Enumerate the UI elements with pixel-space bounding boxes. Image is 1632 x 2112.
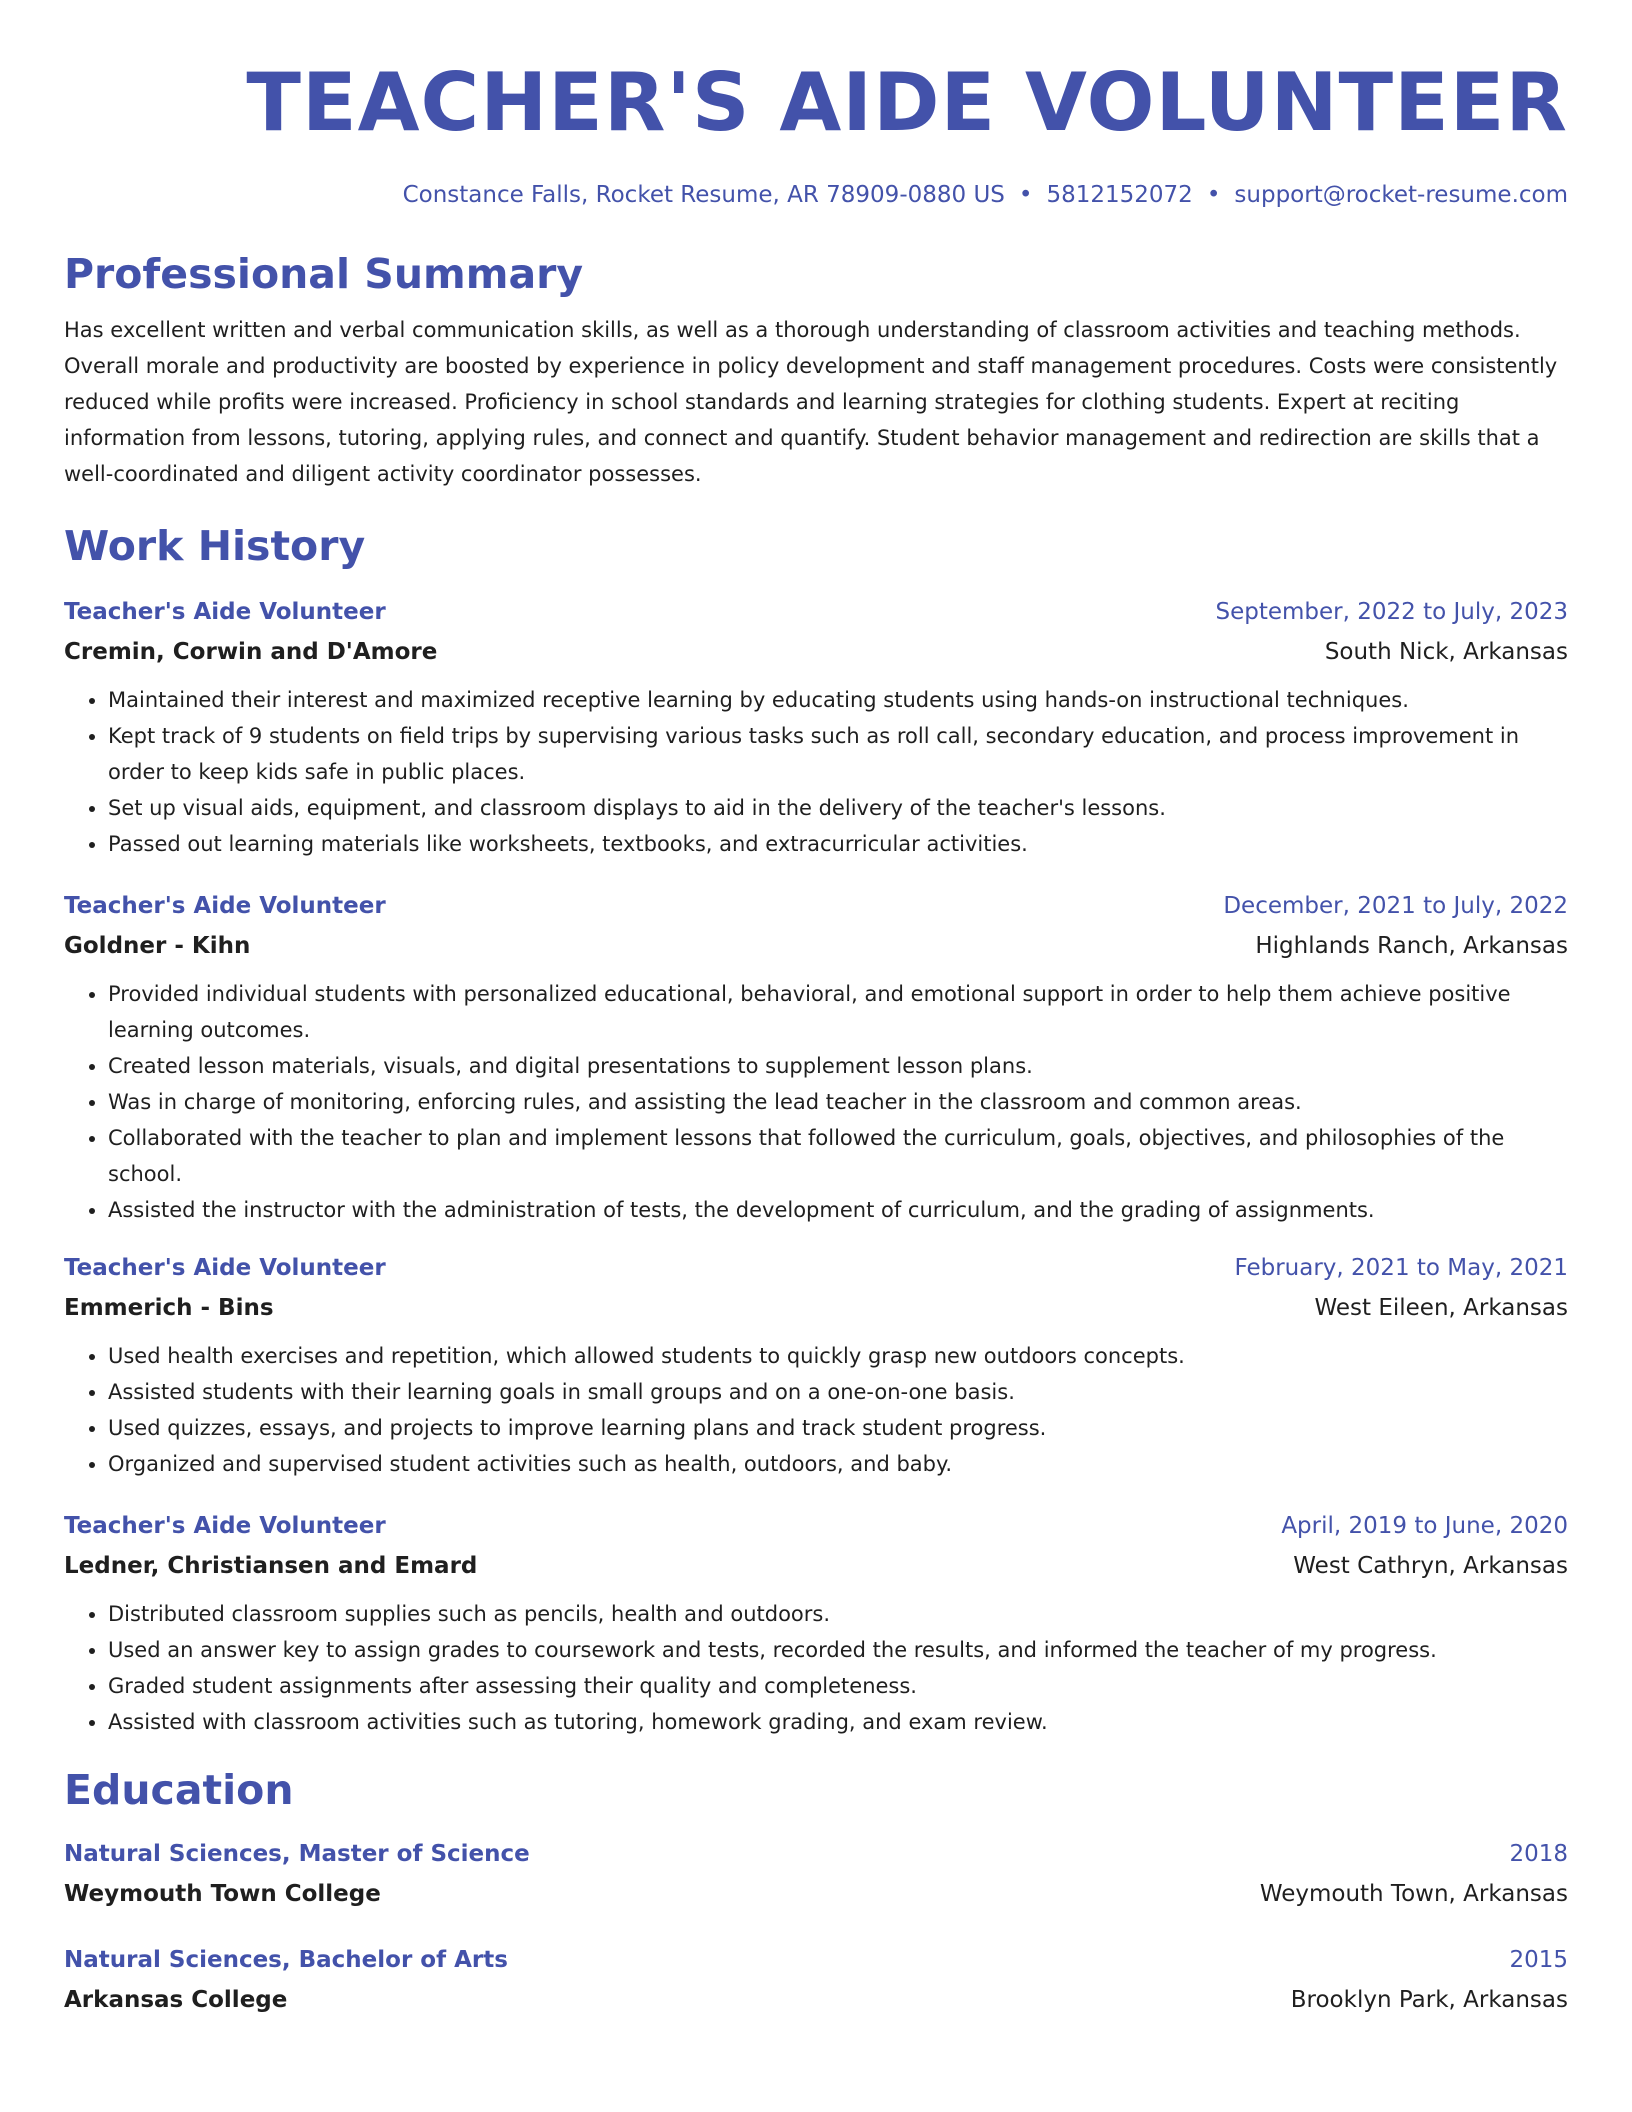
job-dates: December, 2021 to July, 2022 (1223, 893, 1568, 919)
job-bullets (64, 682, 1568, 862)
job-bullet: • Assisted students with their learning goals in small groups and on a one-on-one basis. (108, 1374, 1568, 1410)
job-dates: February, 2021 to May, 2021 (1234, 1255, 1568, 1281)
job-employer: Goldner - Kihn (64, 933, 251, 959)
education-degree: Natural Sciences, Bachelor of Arts (64, 1947, 508, 1973)
job-bullet: • Maintained their interest and maximized receptive learning by educating students using hands-on instructional techniques. (108, 682, 1568, 718)
contact-phone: 5812152072 (1046, 182, 1193, 208)
job-bullet: • Distributed classroom supplies such as pencils, health and outdoors. (108, 1596, 1568, 1632)
education-degree: Natural Sciences, Master of Science (64, 1841, 530, 1867)
education-school-row (64, 1980, 1568, 2020)
education-degree-row (64, 1834, 1568, 1874)
job-title: Teacher's Aide Volunteer (64, 893, 386, 919)
contact-line (64, 178, 1568, 212)
job-bullet: • Used quizzes, essays, and projects to improve learning plans and track student progress. (108, 1410, 1568, 1446)
job-bullet: • Collaborated with the teacher to plan and implement lessons that followed the curriculum, goals, objectives, and philosophies of the school. (108, 1120, 1568, 1192)
education-degree-row (64, 1940, 1568, 1980)
job-bullet: • Was in charge of monitoring, enforcing rules, and assisting the lead teacher in the classroom and common areas. (108, 1084, 1568, 1120)
job-bullets (64, 976, 1568, 1228)
job-entry (64, 1248, 1568, 1482)
job-bullet: • Kept track of 9 students on field trips by supervising various tasks such as roll call, secondary education, and process improvement in order to keep kids safe in public places. (108, 718, 1568, 790)
contact-address: Constance Falls, Rocket Resume, AR 78909-0880 US (402, 182, 1005, 208)
education-entry (64, 1834, 1568, 1914)
education-school-row (64, 1874, 1568, 1914)
contact-separator: • (1018, 182, 1033, 208)
job-location: West Cathryn, Arkansas (1293, 1553, 1568, 1579)
education-heading: Education (64, 1766, 294, 1814)
job-entry (64, 886, 1568, 1228)
job-bullet: • Provided individual students with personalized educational, behavioral, and emotional support in order to help them achieve positive learning outcomes. (108, 976, 1568, 1048)
education-location: Weymouth Town, Arkansas (1259, 1881, 1568, 1907)
job-dates: September, 2022 to July, 2023 (1215, 599, 1568, 625)
summary-text: Has excellent written and verbal communication skills, as well as a thorough understanding of classroom activities and teaching methods. Overall morale and productivity are boosted by experience in policy development and staff management procedures. Costs were consistently reduced while profits were increased. Proficiency in school standards and learning strategies for clothing students. Expert at reciting information from lessons, tutoring, applying rules, and connect and quantify. Student behavior management and redirection are skills that a well-coordinated and diligent activity coordinator possesses. (64, 318, 1558, 486)
job-bullets (64, 1338, 1568, 1482)
job-location: South Nick, Arkansas (1324, 639, 1568, 665)
job-bullet: • Organized and supervised student activities such as health, outdoors, and baby. (108, 1446, 1568, 1482)
job-location: Highlands Ranch, Arkansas (1255, 933, 1568, 959)
job-header-row (64, 592, 1568, 632)
job-bullet: • Assisted with classroom activities such as tutoring, homework grading, and exam review. (108, 1704, 1568, 1740)
job-title: Teacher's Aide Volunteer (64, 1513, 386, 1539)
job-entry (64, 592, 1568, 862)
contact-separator: • (1206, 182, 1221, 208)
education-entry (64, 1940, 1568, 2020)
education-year: 2018 (1509, 1841, 1568, 1867)
job-employer: Emmerich - Bins (64, 1295, 274, 1321)
job-title: Teacher's Aide Volunteer (64, 1255, 386, 1281)
job-employer: Ledner, Christiansen and Emard (64, 1553, 478, 1579)
job-header-row (64, 886, 1568, 926)
job-bullet: • Set up visual aids, equipment, and classroom displays to aid in the delivery of the teacher's lessons. (108, 790, 1568, 826)
summary-heading: Professional Summary (64, 250, 584, 298)
contact-email[interactable]: support@rocket-resume.com (1234, 182, 1568, 208)
job-header-row (64, 1506, 1568, 1546)
job-dates: April, 2019 to June, 2020 (1281, 1513, 1568, 1539)
job-bullet: • Graded student assignments after assessing their quality and completeness. (108, 1668, 1568, 1704)
education-school: Arkansas College (64, 1987, 288, 2013)
job-bullet: • Used health exercises and repetition, which allowed students to quickly grasp new outdoors concepts. (108, 1338, 1568, 1374)
education-school: Weymouth Town College (64, 1881, 381, 1907)
job-bullet: • Assisted the instructor with the administration of tests, the development of curriculum, and the grading of assignments. (108, 1192, 1568, 1228)
job-employer-row (64, 1288, 1568, 1328)
job-header-row (64, 1248, 1568, 1288)
job-employer-row (64, 926, 1568, 966)
job-bullet: • Passed out learning materials like worksheets, textbooks, and extracurricular activities. (108, 826, 1568, 862)
education-year: 2015 (1509, 1947, 1568, 1973)
work-history-heading: Work History (64, 522, 366, 570)
job-entry (64, 1506, 1568, 1740)
job-location: West Eileen, Arkansas (1314, 1295, 1568, 1321)
job-employer-row (64, 632, 1568, 672)
job-bullet: • Created lesson materials, visuals, and digital presentations to supplement lesson plans. (108, 1048, 1568, 1084)
job-bullets (64, 1596, 1568, 1740)
education-location: Brooklyn Park, Arkansas (1290, 1987, 1568, 2013)
resume-name: TEACHER'S AIDE VOLUNTEER (246, 56, 1568, 149)
job-employer: Cremin, Corwin and D'Amore (64, 639, 438, 665)
job-bullet: • Used an answer key to assign grades to coursework and tests, recorded the results, and informed the teacher of my progress. (108, 1632, 1568, 1668)
job-title: Teacher's Aide Volunteer (64, 599, 386, 625)
job-employer-row (64, 1546, 1568, 1586)
